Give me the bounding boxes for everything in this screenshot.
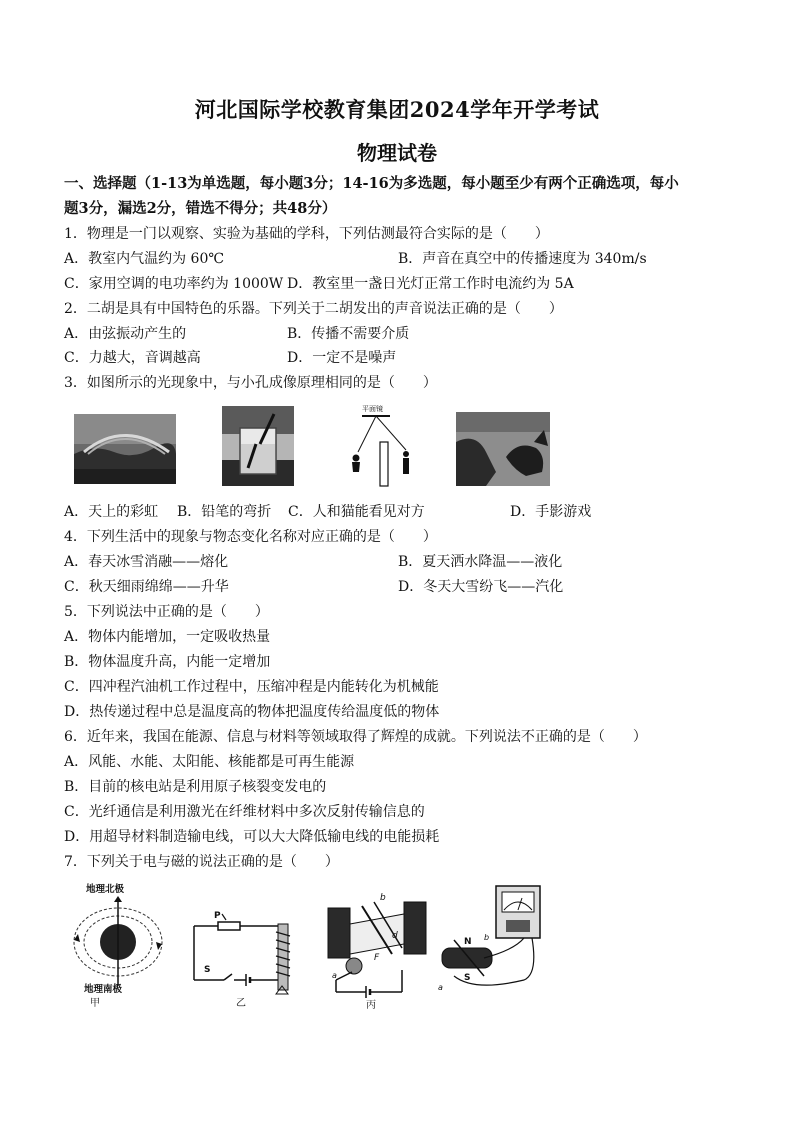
q5-option-c: C．四冲程汽油机工作过程中，压缩冲程是内能转化为机械能	[64, 679, 439, 695]
earth-magnetic-field-diagram	[68, 880, 168, 1008]
point-b2-label: b	[484, 933, 490, 942]
q6-option-d: D．用超导材料制造输电线，可以大大降低输电线的电能损耗	[64, 829, 440, 845]
q3-figure-pencil	[222, 406, 294, 486]
q3-figure-mirror	[348, 402, 420, 488]
q7-figure-circuit	[188, 906, 302, 1010]
geographic-north-label: 地理北极	[86, 884, 125, 895]
q3-stem: 3．如图所示的光现象中，与小孔成像原理相同的是（ ）	[64, 375, 437, 391]
q3-option-b: B．铅笔的弯折	[177, 504, 272, 520]
geographic-south-label: 地理南极	[84, 984, 123, 995]
exam-subtitle: 物理试卷	[357, 141, 437, 165]
q3-option-c: C．人和猫能看见对方	[288, 504, 425, 520]
pencil-in-glass-photo	[222, 406, 294, 486]
figure-bing-label: 丙	[366, 1000, 376, 1010]
q3-option-a: A．天上的彩虹	[64, 504, 159, 520]
q5-stem: 5．下列说法中正确的是（ ）	[64, 604, 269, 620]
mirror-label: 平面镜	[362, 405, 383, 413]
q1-stem: 1．物理是一门以观察、实验为基础的学科，下列估测最符合实际的是（ ）	[64, 226, 549, 242]
q4-option-c: C．秋天细雨绵绵——升华	[64, 579, 229, 595]
q2-option-d: D．一定不是噪声	[287, 350, 397, 366]
q1-option-b: B．声音在真空中的传播速度为 340m/s	[398, 251, 647, 267]
q6-option-a: A．风能、水能、太阳能、核能都是可再生能源	[64, 754, 355, 770]
q7-figure-motor	[322, 884, 432, 1010]
section-heading-line1: 一、选择题（1-13为单选题，每小题3分；14-16为多选题，每小题至少有两个正确选项，每小	[64, 175, 679, 192]
exam-title: 河北国际学校教育集团2024学年开学考试	[194, 97, 600, 122]
pole-n-label: N	[464, 937, 472, 947]
section-heading-line2: 题3分，漏选2分，错选不得分；共48分）	[64, 200, 337, 217]
q2-option-b: B．传播不需要介质	[287, 326, 410, 342]
q4-stem: 4．下列生活中的现象与物态变化名称对应正确的是（ ）	[64, 529, 437, 545]
slider-p-label: P	[214, 911, 221, 921]
q4-option-d: D．冬天大雪纷飞——汽化	[398, 579, 564, 595]
q6-option-b: B．目前的核电站是利用原子核裂变发电的	[64, 779, 327, 795]
q2-option-c: C．力越大，音调越高	[64, 350, 201, 366]
rainbow-photo	[74, 414, 176, 484]
q1-option-a: A．教室内气温约为 60℃	[64, 251, 225, 267]
q4-option-a: A．春天冰雪消融——熔化	[64, 554, 229, 570]
q6-stem: 6．近年来，我国在能源、信息与材料等领域取得了辉煌的成就。下列说法不正确的是（ ）	[64, 729, 647, 745]
q2-stem: 2．二胡是具有中国特色的乐器。下列关于二胡发出的声音说法正确的是（ ）	[64, 301, 563, 317]
point-a2-label: a	[438, 983, 443, 992]
q3-figure-hand-shadow	[456, 412, 550, 486]
switch-s-label: S	[204, 965, 211, 975]
pole-s-label: S	[464, 973, 471, 983]
electromagnetic-induction-diagram	[434, 880, 544, 996]
q4-option-b: B．夏天洒水降温——液化	[398, 554, 563, 570]
q1-option-d: D．教室里一盏日光灯正常工作时电流约为 5A	[287, 276, 574, 292]
q7-stem: 7．下列关于电与磁的说法正确的是（ ）	[64, 854, 339, 870]
point-b-label: b	[380, 893, 386, 903]
q7-figure-induction	[434, 880, 544, 996]
q5-option-d: D．热传递过程中总是温度高的物体把温度传给温度低的物体	[64, 704, 440, 720]
q5-option-b: B．物体温度升高，内能一定增加	[64, 654, 271, 670]
force-f-label: F	[374, 953, 380, 963]
q6-option-c: C．光纤通信是利用激光在纤维材料中多次反射传输信息的	[64, 804, 425, 820]
figure-yi-label: 乙	[236, 998, 246, 1009]
q1-option-c: C．家用空调的电功率约为 1000W	[64, 276, 284, 292]
q2-option-a: A．由弦振动产生的	[64, 326, 187, 342]
current-in-magnetic-field-diagram	[322, 884, 432, 1010]
mirror-diagram	[348, 402, 420, 488]
q5-option-a: A．物体内能增加，一定吸收热量	[64, 629, 271, 645]
q3-figure-rainbow	[74, 414, 176, 484]
q7-figure-earth-field	[68, 880, 168, 1008]
figure-jia-label: 甲	[90, 998, 100, 1008]
point-a-label: a	[332, 971, 337, 980]
electromagnet-circuit-diagram	[188, 906, 302, 1010]
point-d-label: d	[392, 931, 398, 941]
hand-shadow-photo	[456, 412, 550, 486]
q3-option-d: D．手影游戏	[510, 504, 592, 520]
